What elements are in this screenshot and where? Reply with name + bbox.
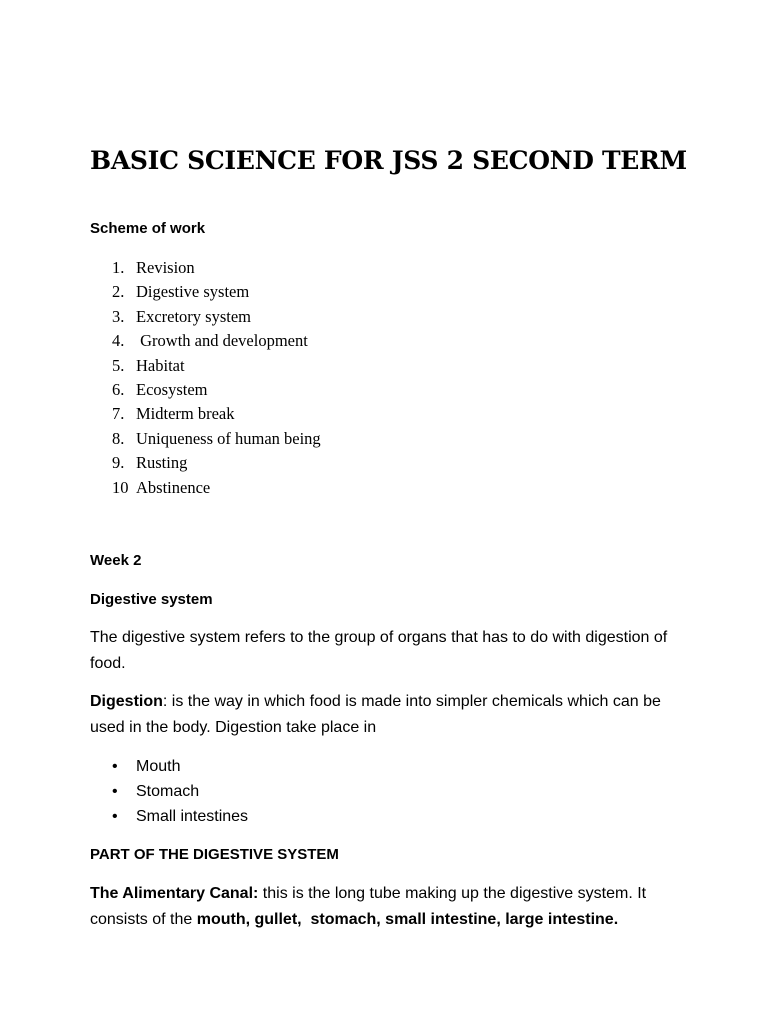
list-item: 2. Digestive system (112, 282, 250, 302)
list-item: 6. Ecosystem (112, 379, 208, 399)
canal-text: this is the long tube making up the digestive system. It consists of the (90, 885, 647, 928)
list-item: 9. Rusting (112, 453, 188, 473)
list-item: 10 Abstinence (112, 477, 211, 497)
scheme-list (112, 256, 321, 500)
digestion-places-list (112, 754, 248, 829)
definition-term: Digestion (90, 693, 163, 710)
list-item: 1. Revision (112, 258, 195, 277)
document-title: BASIC SCIENCE FOR JSS 2 SECOND TERM (90, 146, 687, 175)
canal-parts: mouth, gullet, stomach, small intestine, large intestine. (196, 911, 619, 928)
list-item: 8. Uniqueness of human being (112, 428, 321, 448)
list-item: • Mouth (112, 754, 248, 779)
alimentary-canal-paragraph (90, 881, 680, 933)
digestive-heading: Digestive system (90, 591, 213, 608)
list-item: • Stomach (112, 779, 248, 804)
bullet-icon: • (112, 758, 118, 775)
list-item: 4. Growth and development (112, 331, 308, 351)
parts-heading: PART OF THE DIGESTIVE SYSTEM (90, 846, 339, 863)
list-item: 5. Habitat (112, 355, 185, 375)
canal-term: The Alimentary Canal: (90, 885, 259, 902)
bullet-icon: • (112, 783, 118, 800)
digestive-intro: The digestive system refers to the group of organs that has to do with digestion of food. (90, 629, 668, 672)
week-heading: Week 2 (90, 552, 142, 569)
list-item: 3. Excretory system (112, 306, 252, 326)
scheme-heading: Scheme of work (90, 220, 206, 237)
list-item: 7. Midterm break (112, 404, 235, 424)
bullet-icon: • (112, 808, 118, 825)
definition-text: : is the way in which food is made into simpler chemicals which can be used in the body. Digestion take place in (90, 693, 661, 736)
list-item: • Small intestines (112, 804, 248, 829)
digestion-definition (90, 689, 680, 741)
